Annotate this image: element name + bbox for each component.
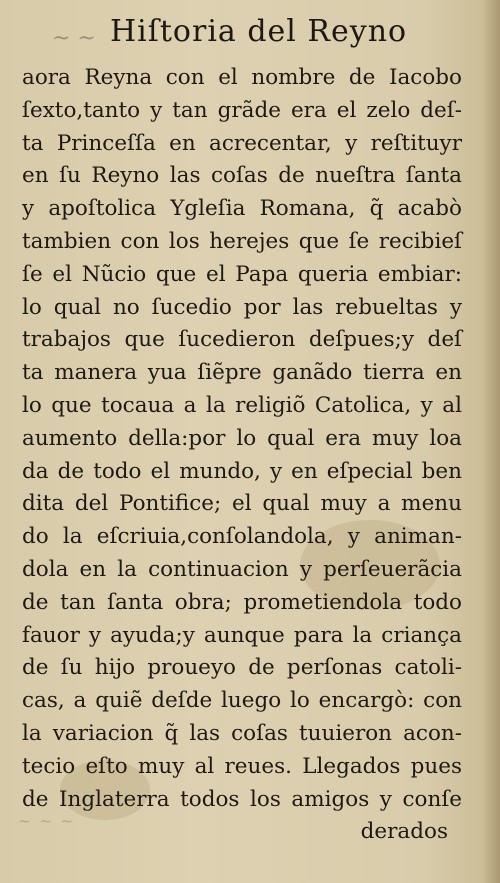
text-line: aumento della:por lo qual era muy loa: [22, 425, 462, 451]
text-line: de Inglaterra todos los amigos y conſe: [22, 786, 462, 812]
text-line: aora Reyna con el nombre de Iacobo: [22, 65, 462, 90]
running-head: Hiſtoria del Reyno: [110, 14, 408, 49]
text-line: fauor y ayuda;y aunque para la criança: [22, 622, 462, 648]
text-line: dola en la continuacion y perſeuerãcia: [22, 556, 462, 582]
ink-bleed-mark: ~ ~ ~: [18, 812, 76, 830]
text-line: la variacion q̃ las coſas tuuieron acon-: [22, 720, 462, 746]
text-line: en ſu Reyno las coſas de nueſtra ſanta: [22, 163, 462, 189]
text-line: de tan ſanta obra; prometiendola todo: [22, 589, 462, 615]
text-line: da de todo el mundo, y en eſpecial ben: [22, 458, 462, 484]
text-line: ſe el Nũcio que el Papa queria embiar:: [22, 261, 462, 287]
text-line: ta manera yua ſiẽpre ganãdo tierra en: [22, 360, 462, 386]
text-line: trabajos que ſucedieron deſpues;y deſ: [22, 327, 462, 353]
catchword: derados: [360, 819, 448, 845]
body-text: [22, 62, 462, 849]
text-line: lo que tocaua a la religiõ Catolica, y al: [22, 392, 462, 418]
ink-bleed-mark: ~ ~: [52, 26, 96, 51]
text-line: dita del Pontifice; el qual muy a menu: [22, 491, 462, 517]
text-line: tecio eſto muy al reues. Llegados pues: [22, 753, 462, 779]
text-line: y apoſtolica Ygleſia Romana, q̃ acabò: [22, 196, 462, 222]
text-line: tambien con los herejes que ſe recibieſ: [22, 228, 462, 254]
page-gutter-shadow: [482, 0, 500, 883]
text-line: de ſu hijo proueyo de perſonas catoli-: [22, 655, 462, 681]
text-line: ſexto,tanto y tan grãde era el zelo deſ-: [22, 97, 462, 123]
text-line: ta Princeſſa en acrecentar, y reſtituyr: [22, 130, 462, 156]
text-line: do la eſcriuia,conſolandola, y animan-: [22, 524, 462, 550]
text-line: cas, a quiẽ deſde luego lo encargò: con: [22, 688, 462, 714]
text-line: lo qual no ſucedio por las rebueltas y: [22, 294, 462, 320]
